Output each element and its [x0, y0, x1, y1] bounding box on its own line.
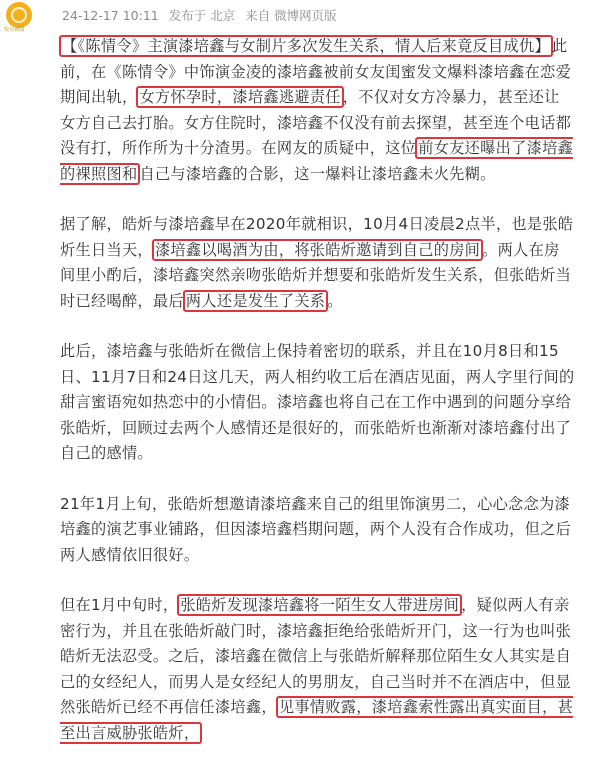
- paragraph-text: ，不仅对女方冷暴力，甚至还让女方自己去打胎。女方住院时，漆培鑫不仅没有前去探望，甚至连个电话都没有打，所作所为十分渣男。在网友的质疑中，这位: [60, 88, 572, 157]
- paragraph-text: 据了解，皓炘与漆培鑫早在2020年就相识，10月4日凌晨2点半，也是张皓炘生日当天，: [60, 215, 574, 259]
- avatar-label: 饭点新闻: [4, 26, 25, 33]
- post-meta: [62, 6, 343, 24]
- post-source: 来自 微博网页版: [245, 8, 337, 23]
- paragraph: [60, 339, 575, 467]
- paragraph-text: 。两人在房间里小酌后，漆培鑫突然亲吻张皓炘并想要和张皓炘发生关系，但张皓炘当时已经喝醉，最后: [60, 240, 572, 310]
- highlighted-phrase: 女方怀孕时，漆培鑫逃避责任: [136, 86, 343, 108]
- highlighted-phrase: 见事情败露，漆培鑫索性露出真实面目，甚至出言威胁张皓炘，: [60, 698, 574, 742]
- highlighted-phrase: 张皓炘发现漆培鑫将一陌生女人带进房间: [177, 594, 462, 616]
- highlighted-phrase: 前女友还曝出了漆培鑫的裸照图和: [60, 139, 574, 183]
- paragraph-text: 此前，在《陈情令》中饰演金凌的漆培鑫被前女友闺蜜发文爆料漆培鑫在恋爱期间出轨，: [60, 37, 572, 106]
- paragraph-text: 此后，漆培鑫与张皓炘在微信上保持着密切的联系，并且在10月8日和15日、11月7日和24日这几天，两人相约收工后在酒店见面，两人字里行间的甜言蜜语宛如热恋中的小情侣。漆培鑫也将自己在工作中遇到的问题分享给张皓炘，回顾过去两个人感情还是很好的，而张皓炘也渐渐对漆培鑫付出了自己的感情。: [60, 342, 575, 462]
- highlighted-phrase: 两人还是发生了关系: [183, 290, 328, 312]
- highlighted-phrase: 漆培鑫以喝酒为由，将张皓炘邀请到自己的房间: [152, 239, 483, 261]
- highlighted-phrase: 【《陈情令》主演漆培鑫与女制片多次发生关系，情人后来竟反目成仇】: [59, 35, 553, 57]
- paragraph: [60, 492, 575, 569]
- post-body: [60, 34, 575, 771]
- paragraph-text: 21年1月上旬，张皓炘想邀请漆培鑫来自己的组里饰演男二，心心念念为漆培鑫的演艺事业铺路，但因漆培鑫档期问题，两个人没有合作成功，但之后两人感情依旧很好。: [60, 494, 572, 564]
- paragraph: [60, 593, 575, 746]
- paragraph-text: 自己与漆培鑫的合影，这一爆料让漆培鑫未火先糊。: [139, 164, 496, 183]
- paragraph-text: 但在1月中旬时，: [60, 596, 179, 614]
- post-date[interactable]: 24-12-17 10:11: [62, 8, 159, 23]
- paragraph-text: 。: [327, 291, 343, 310]
- paragraph-text: ，疑似两人有亲密行为，并且在张皓炘敲门时，漆培鑫拒绝给张皓炘开门，这一行为也叫张皓炘无法忍受。之后，漆培鑫在微信上与张皓炘解释那位陌生女人其实是自己的女经纪人，而男人是女经纪人的男朋友，自己当时并不在酒店中，但显然张皓炘已经不再信任漆培鑫，: [60, 596, 572, 716]
- post-location: 发布于 北京: [168, 8, 236, 23]
- avatar-logo-icon: [11, 7, 27, 23]
- paragraph: [60, 34, 575, 187]
- paragraph: [60, 212, 575, 314]
- post-header: [0, 0, 600, 32]
